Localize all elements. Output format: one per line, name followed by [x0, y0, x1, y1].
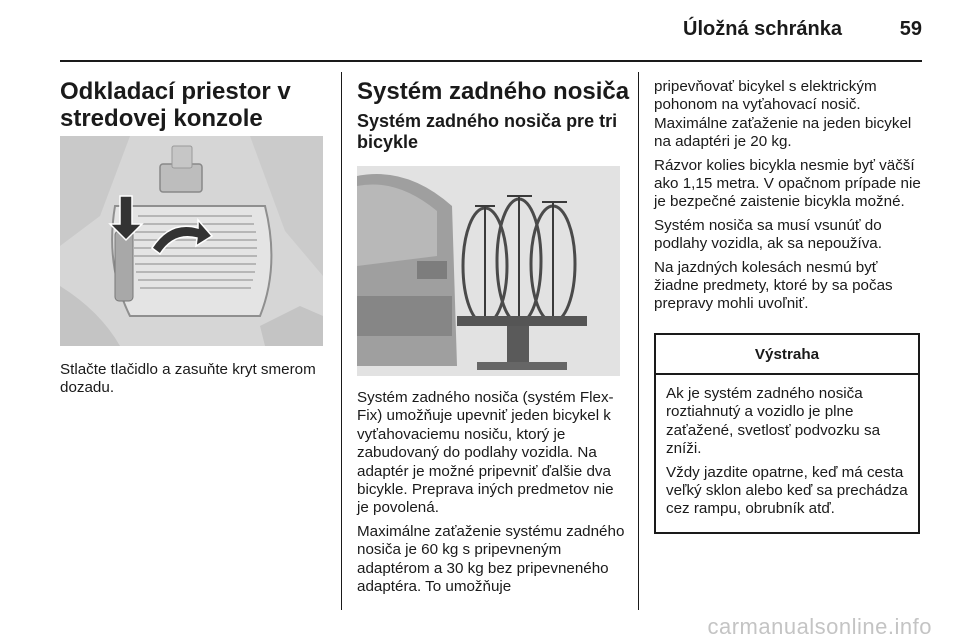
- subheading-three-bicycles: Systém zadného nosiča pre tri bicykle: [357, 111, 618, 152]
- warning-title: Výstraha: [656, 335, 918, 375]
- paragraph: Rázvor kolies bicykla nesmie byť väčší ako 1,15 metra. V opačnom prípade nie je bezpečné zaistenie bicykla možné.: [654, 156, 921, 211]
- paragraph: Na jazdných kolesách nesmú byť žiadne predmety, ktoré by sa počas prepravy mohli uvoľniť.: [654, 258, 893, 313]
- column-divider-2: [638, 72, 639, 610]
- rear-carrier-body: [357, 389, 629, 601]
- section-heading-console: Odkladací priestor v stredovej konzole: [60, 78, 291, 132]
- paragraph: pripevňovať bicykel s elektrickým pohonom na vyťahovací nosič. Maximálne zaťaženie na jeden bicykel na adaptéri je 20 kg.: [654, 78, 912, 151]
- bicycle-carrier-illustration: [357, 166, 620, 376]
- section-heading-rear-carrier: Systém zadného nosiča: [357, 78, 630, 105]
- bicycle-carrier-drawing: [357, 166, 620, 376]
- paragraph: Systém zadného nosiča (systém Flex-Fix) umožňuje upevniť jeden bicykel k vyťahovaciemu nosiču, ktorý je zabudovaný do podlahy vozidla. Na adaptér je možné pripevniť ďalšie dva bicykle. Preprava iných predmetov nie je povolená.: [357, 389, 614, 517]
- rear-carrier-body-continued: [654, 78, 922, 319]
- warning-box: [654, 333, 920, 534]
- paragraph: Systém nosiča sa musí vsunúť do podlahy vozidla, ak sa nepoužíva.: [654, 216, 882, 253]
- watermark: carmanualsonline.info: [707, 614, 932, 639]
- running-header-title: Úložná schránka: [683, 18, 842, 40]
- header-rule: [60, 60, 922, 62]
- page-number: 59: [899, 18, 922, 40]
- paragraph: Maximálne zaťaženie systému zadného nosiča je 60 kg s pripevneným adaptérom a 30 kg bez pripevneného adaptéra. To umožňuje: [357, 522, 625, 596]
- warning-paragraph: Ak je systém zadného nosiča roztiahnutý a vozidlo je plne zaťažené, svetlosť podvozku sa zníži.: [666, 385, 881, 458]
- column-divider-1: [341, 72, 342, 610]
- warning-paragraph: Vždy jazdite opatrne, keď má cesta veľký sklon alebo keď sa prechádza cez rampu, obrubník atď.: [666, 463, 908, 518]
- warning-body: [656, 375, 918, 532]
- console-storage-drawing: [60, 136, 323, 346]
- console-caption: Stlačte tlačidlo a zasuňte kryt smerom dozadu.: [60, 361, 316, 397]
- console-storage-illustration: [60, 136, 323, 346]
